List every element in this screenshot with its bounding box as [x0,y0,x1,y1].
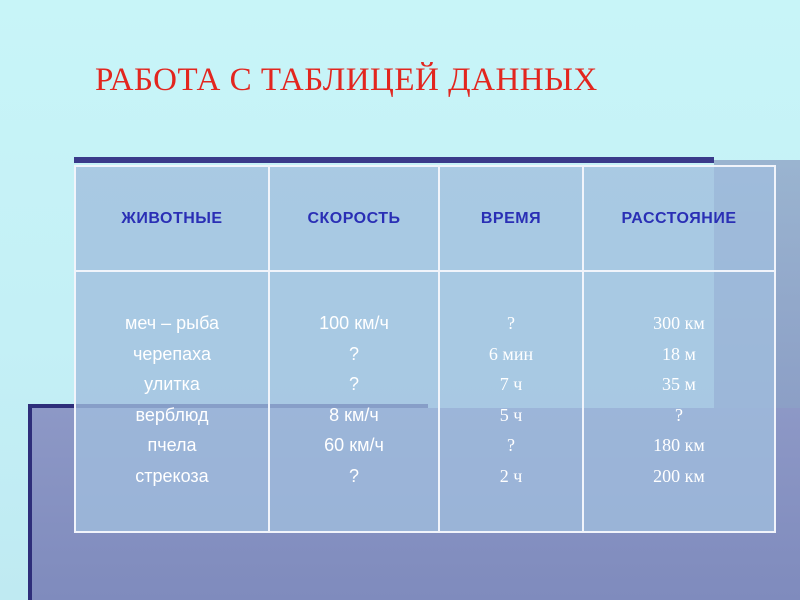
header-animals: ЖИВОТНЫЕ [75,166,269,271]
animal-item: пчела [147,435,197,455]
distance-item: ? [675,404,683,425]
animal-item: меч – рыба [124,313,220,333]
speed-item: 8 км/ч [329,404,379,425]
distance-item: 200 км [653,465,705,486]
header-time: ВРЕМЯ [439,166,583,271]
speed-cell [269,271,439,532]
time-item: 6 мин [488,343,534,364]
time-item: ? [507,313,515,333]
animal-item: улитка [144,374,200,394]
speed-item: ? [348,465,359,486]
animal-item: черепаха [133,343,211,364]
speed-item: ? [348,343,359,364]
animal-item: верблюд [135,404,209,425]
speed-item: 60 км/ч [324,435,384,455]
decorative-stripe-left [28,404,32,600]
time-item: 5 ч [499,404,523,425]
speed-item: 100 км/ч [319,313,389,333]
table-row [75,271,775,532]
distance-item: 35 м [662,374,696,394]
distance-cell [583,271,775,532]
time-item: 2 ч [499,465,523,486]
time-item: 7 ч [499,374,523,394]
distance-item: 300 км [653,313,705,333]
decorative-stripe-top [74,157,714,163]
animal-item: стрекоза [135,465,209,486]
speed-item: ? [348,374,359,394]
animals-cell [75,271,269,532]
table-header-row [75,166,775,271]
distance-item: 18 м [662,343,696,364]
distance-item: 180 км [653,435,705,455]
header-speed: СКОРОСТЬ [269,166,439,271]
data-table [74,165,776,533]
header-distance: РАССТОЯНИЕ [583,166,775,271]
time-item: ? [507,435,515,455]
time-cell [439,271,583,532]
slide-title: РАБОТА С ТАБЛИЦЕЙ ДАННЫХ [95,62,598,98]
